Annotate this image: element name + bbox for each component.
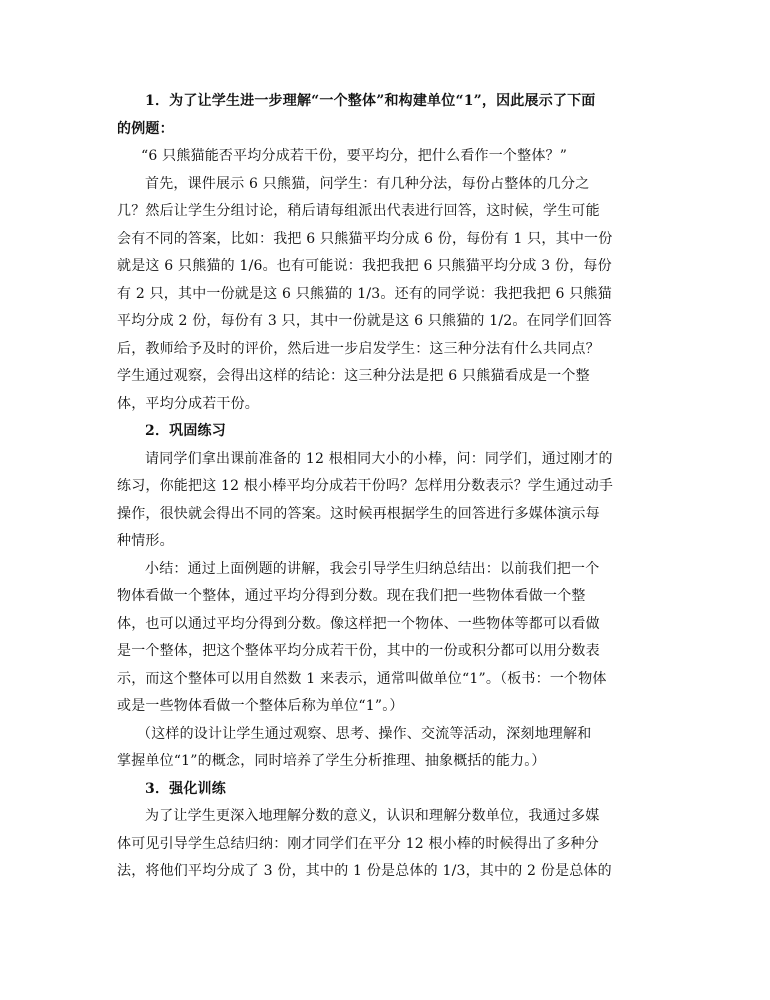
paragraph-line: 学生通过观察，会得出这样的结论：这三种分法是把 6 只熊猫看成是一个整 [117, 368, 590, 384]
summary-line: 物体看做一个整体，通过平均分得到分数。现在我们把一些物体看做一个整 [117, 588, 586, 604]
paragraph-line: 几？然后让学生分组讨论，稍后请每组派出代表进行回答，这时候，学生可能 [117, 203, 600, 219]
paragraph-line: 有 2 只，其中一份就是这 6 只熊猫的 1/3。还有的同学说：我把我把 6 只熊猫 [117, 285, 612, 302]
section-3-heading: 3．强化训练 [145, 780, 226, 797]
paragraph-line: 体可见引导学生总结归纳：刚才同学们在平分 12 根小棒的时候得出了多种分 [117, 835, 599, 852]
document-page [117, 88, 662, 886]
design-note-line: 掌握单位“1”的概念，同时培养了学生分析推理、抽象概括的能力。） [117, 753, 546, 769]
paragraph-line: 练习，你能把这 12 根小棒平均分成若干份吗？怎样用分数表示？学生通过动手 [117, 478, 614, 494]
example-question: “6 只熊猫能否平均分成若干份，要平均分，把什么看作一个整体？” [141, 148, 568, 164]
section-3 [117, 776, 662, 886]
paragraph-line: 后，教师给予及时的评价，然后进一步启发学生：这三种分法有什么共同点？ [117, 340, 600, 357]
summary-line: 体，也可以通过平均分得到分数。像这样把一个物体、一些物体等都可以看做 [117, 615, 600, 632]
summary-line: 是一个整体，把这个整体平均分成若干份，其中的一份或积分都可以用分数表 [117, 643, 600, 659]
paragraph-line: 种情形。 [117, 533, 174, 549]
paragraph-line: 操作，很快就会得出不同的答案。这时候再根据学生的回答进行多媒体演示每 [117, 505, 600, 522]
section-1-heading-line-1: 1．为了让学生进一步理解“一个整体”和构建单位“1”，因此展示了下面 [145, 93, 596, 109]
summary-line: 小结：通过上面例题的讲解，我会引导学生归纳总结出：以前我们把一个 [145, 560, 600, 577]
section-1 [117, 88, 662, 418]
paragraph-line: 首先，课件展示 6 只熊猫，问学生：有几种分法，每份占整体的几分之 [145, 175, 590, 192]
paragraph-line: 体，平均分成若干份。 [117, 395, 259, 412]
paragraph-line: 会有不同的答案，比如：我把 6 只熊猫平均分成 6 份，每份有 1 只，其中一份 [117, 230, 613, 247]
paragraph-line: 为了让学生更深入地理解分数的意义，认识和理解分数单位，我通过多媒 [145, 808, 600, 824]
paragraph-line: 平均分成 2 份，每份有 3 只，其中一份就是这 6 只熊猫的 1/2。在同学们回答 [117, 313, 612, 329]
design-note-line: （这样的设计让学生通过观察、思考、操作、交流等活动，深刻地理解和 [137, 725, 592, 742]
paragraph-line: 就是这 6 只熊猫的 1/6。也有可能说：我把我把 6 只熊猫平均分成 3 份，每份 [117, 258, 612, 274]
section-2-heading: 2．巩固练习 [145, 423, 226, 439]
section-2 [117, 418, 662, 776]
summary-line: 示，而这个整体可以用自然数 1 来表示，通常叫做单位“1”。（板书：一个物体 [117, 670, 607, 687]
paragraph-line: 法，将他们平均分成了 3 份，其中的 1 份是总体的 1/3，其中的 2 份是总体的 [117, 863, 612, 879]
summary-line: 或是一些物体看做一个整体后称为单位“1”。） [117, 698, 404, 714]
paragraph-line: 请同学们拿出课前准备的 12 根相同大小的小棒，问：同学们，通过刚才的 [145, 450, 613, 467]
section-1-heading-line-2: 的例题： [117, 120, 174, 137]
